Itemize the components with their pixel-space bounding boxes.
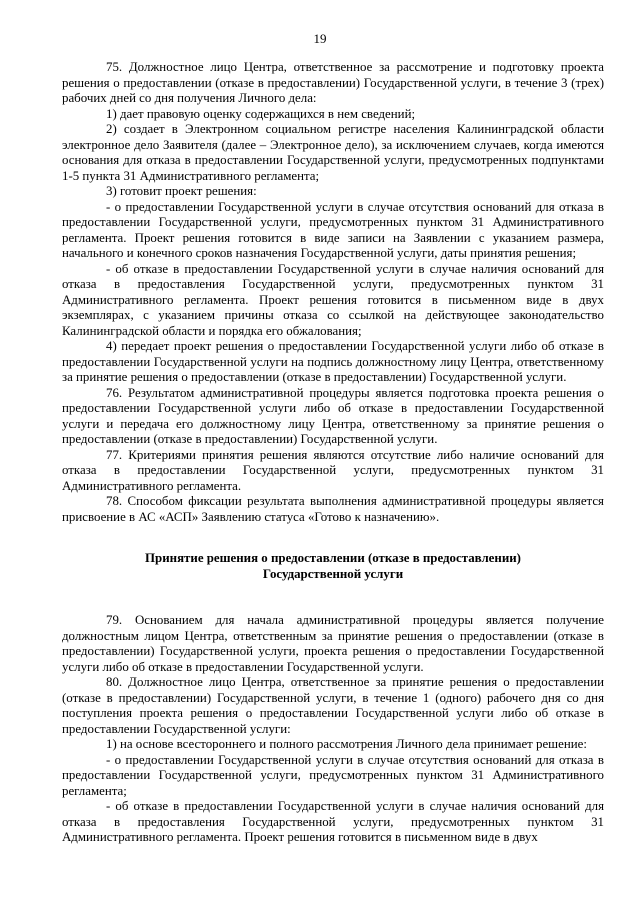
paragraph-75-item-1: 1) дает правовую оценку содержащихся в нем сведений; [106, 106, 416, 121]
paragraph-77: 77. Критериями принятия решения являются отсутствие либо наличие оснований для отказа в предоставлении Государственной услуги, предусмотренных пунктом 31 Административного регламента. [62, 447, 604, 493]
paragraph-75: 75. Должностное лицо Центра, ответственное за рассмотрение и подготовку проекта решения о предоставлении (отказе в предоставлении) Государственной услуги, в течение 3 (трех) рабочих дней со дня получения Личного дела: [62, 60, 604, 105]
paragraph-80: 80. Должностное лицо Центра, ответственное за принятие решения о предоставлении (отказе в предоставлении) Государственной услуги, в течение 1 (одного) рабочего дня со дня поступления проекта решения о предоставлении Государственной услуги либо об отказе в предоставлении Государственной услуги: [62, 675, 604, 736]
paragraph-78: 78. Способом фиксации результата выполнения административной процедуры является присвоение в АС «АСП» Заявлению статуса «Готово к назначению». [62, 494, 604, 524]
paragraph-75-item-3: 3) готовит проект решения: [106, 184, 257, 198]
paragraph-76: 76. Результатом административной процедуры является подготовка проекта решения о предоставлении Государственной услуги либо об отказе в предоставлении Государственной услуги и передача его должностному лицу Центра, ответственному за принятие решения о предоставлении (отказе в предоставлении) Государственной услуги. [62, 385, 604, 446]
paragraph-75-item-3-refusal: - об отказе в предоставлении Государственной услуги в случае наличия оснований для отказа в предоставления Государственной услуги, предусмотренных пунктом 31 Административного регламента. Проект решения готовится в письменном виде в двух экземплярах, с указанием причины отказа со ссылкой на действующее законодательство Калининградской области и порядка его обжалования; [62, 261, 604, 338]
paragraph-75-item-2: 2) создает в Электронном социальном регистре населения Калининградской области электронное дело Заявителя (далее – Электронное дело), за исключением случаев, когда имеются основания для отказа в предоставлении Государственной услуги, предусмотренных подпунктами 1-5 пункта 31 Административного регламента; [62, 122, 604, 183]
paragraph-80-item-1: 1) на основе всестороннего и полного рассмотрения Личного дела принимает решение: [106, 737, 587, 751]
paragraph-80-item-1-grant: - о предоставлении Государственной услуги в случае отсутствия оснований для отказа в предоставлении Государственной услуги, предусмотренных пунктом 31 Административного регламента; [62, 752, 604, 798]
paragraph-75-item-3-grant: - о предоставлении Государственной услуги в случае отсутствия оснований для отказа в предоставлении Государственной услуги, предусмотренных пунктом 31 Административного регламента. Проект решения готовится в виде записи на Заявлении с указанием размера, начального и конечного сроков назначения Государственной услуги, даты принятия решения; [62, 199, 604, 260]
section-heading [62, 551, 604, 582]
section-heading-line-2: Государственной услуги [262, 566, 404, 581]
document-body [62, 60, 604, 846]
section-heading-line-1: Принятие решения о предоставлении (отказе в предоставлении) [145, 551, 521, 565]
paragraph-79: 79. Основанием для начала административной процедуры является получение должностным лицом Центра, ответственным за принятие решения о предоставлении (отказе в предоставлении) Государственной услуги, проекта решения о предоставлении Государственной услуги либо об отказе в предоставлении Государственной услуги. [62, 613, 604, 674]
paragraph-75-item-4: 4) передает проект решения о предоставлении Государственной услуги либо об отказе в предоставлении Государственной услуги на подпись должностному лицу Центра, ответственному за принятие решения о предоставлении (отказе в предоставлении) Государственной услуги. [62, 339, 604, 384]
page-number: 19 [313, 31, 327, 46]
paragraph-80-item-1-refusal: - об отказе в предоставлении Государственной услуги в случае наличия оснований для отказа в предоставления Государственной услуги, предусмотренных пунктом 31 Административного регламента. Проект решения готовится в письменном виде в двух [62, 799, 604, 844]
